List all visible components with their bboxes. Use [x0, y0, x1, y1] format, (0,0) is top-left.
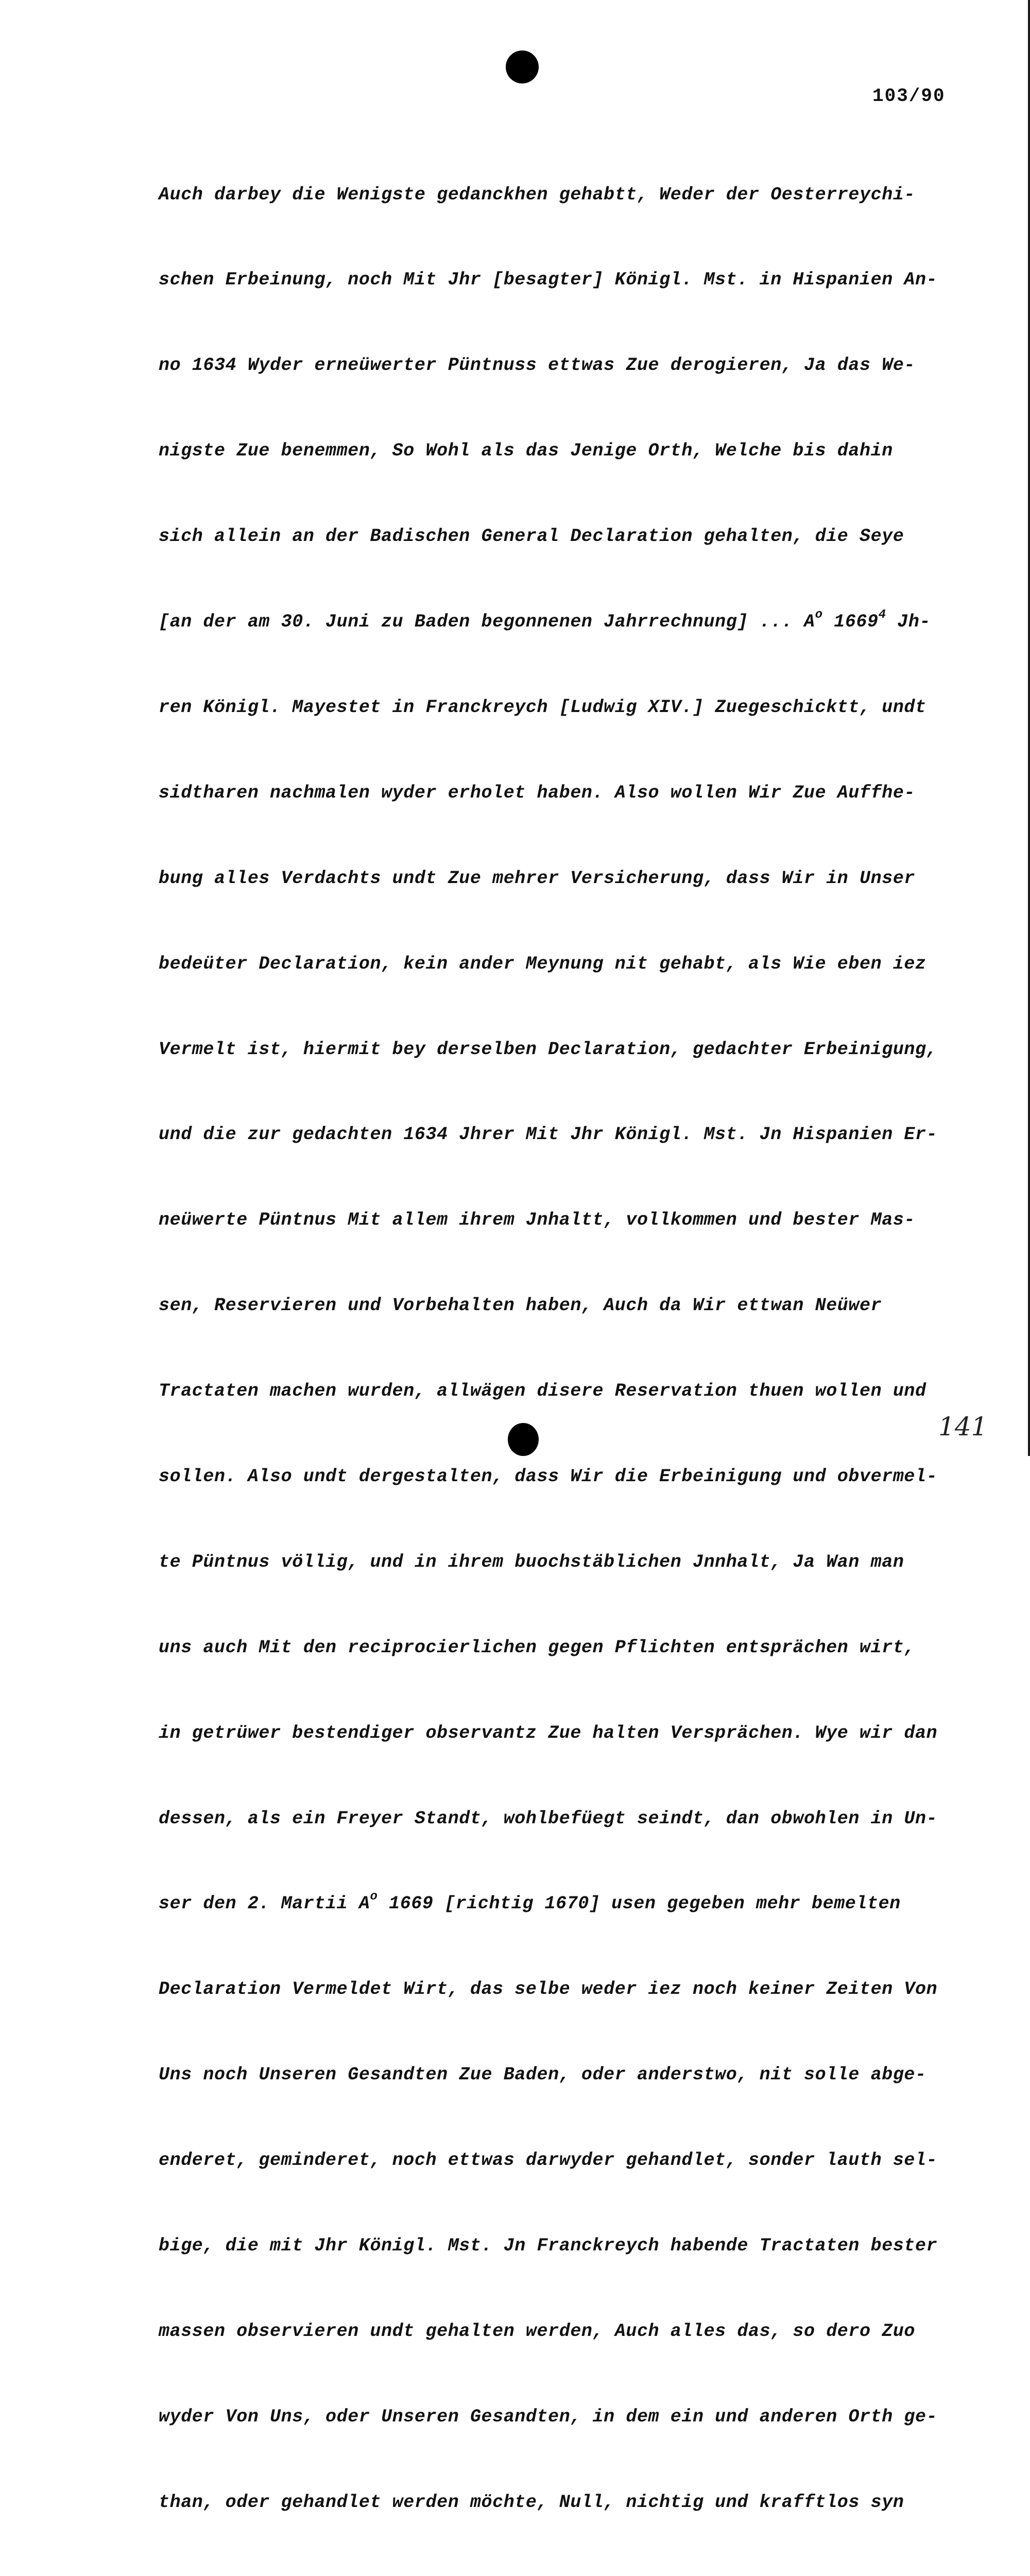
text-line: than, oder gehandlet werden möchte, Null, nichtig und krafftlos syn [159, 2492, 904, 2513]
text-line: sen, Reservieren und Vorbehalten haben, Auch da Wir ettwan Neüwer [159, 1295, 882, 1316]
text-line: enderet, geminderet, noch ettwas darwyder gehandlet, sonder lauth sel- [159, 2150, 938, 2171]
text-line: in getrüwer bestendiger observantz Zue halten Versprächen. Wye wir dan [159, 1722, 938, 1743]
text-line: Vermelt ist, hiermit bey derselben Declaration, gedachter Erbeinigung, [159, 1039, 938, 1060]
superscript: o [370, 1890, 378, 1904]
text-line: Uns noch Unseren Gesandten Zue Baden, oder anderstwo, nit solle abge- [159, 2064, 926, 2086]
text-line: uns auch Mit den reciprocierlichen gegen Pflichten entsprächen wirt, [159, 1637, 916, 1658]
punch-hole-bottom [508, 1423, 539, 1456]
text-line: Tractaten machen wurden, allwägen disere Reservation thuen wollen und [159, 1381, 926, 1402]
text-line: Declaration Vermeldet Wirt, das selbe weder iez noch keiner Zeiten Von [159, 1979, 938, 2000]
text-line [159, 608, 1030, 636]
text-line: bedeüter Declaration, kein ander Meynung nit gehabt, als Wie eben iez [159, 953, 926, 974]
text-line: bige, die mit Jhr Königl. Mst. Jn Franckreych habende Tractaten bester [159, 2235, 938, 2256]
text-line: Auch darbey die Wenigste gedanckhen gehabtt, Weder der Oesterreychi- [159, 184, 916, 205]
text-line: te Püntnus völlig, und in ihrem buochstäblichen Jnnhalt, Ja Wan man [159, 1551, 904, 1572]
text-segment: 1669 [richtig 1670] usen gegeben mehr bemelten [377, 1893, 901, 1914]
handwritten-page-number: 141 [938, 1412, 988, 1442]
text-segment: ser den 2. Martii A [159, 1893, 370, 1914]
text-line: sidtharen nachmalen wyder erholet haben. Also wollen Wir Zue Auffhe- [159, 782, 916, 803]
text-line: schen Erbeinung, noch Mit Jhr [besagter] Königl. Mst. in Hispanien An- [159, 269, 938, 291]
document-body [159, 124, 1030, 2576]
text-line: massen observieren undt gehalten werden, Auch alles das, so dero Zuo [159, 2320, 916, 2342]
text-line: und die zur gedachten 1634 Jhrer Mit Jhr Königl. Mst. Jn Hispanien Er- [159, 1124, 938, 1145]
text-line [159, 1890, 1030, 1918]
text-line: wyder Von Uns, oder Unseren Gesandten, in dem ein und anderen Orth ge- [159, 2406, 938, 2427]
text-line: dessen, als ein Freyer Standt, wohlbefüegt seindt, dan obwohlen in Un- [159, 1808, 938, 1829]
text-line: sich allein an der Badischen General Declaration gehalten, die Seye [159, 526, 904, 547]
text-segment: Jh- [886, 612, 931, 633]
footnote-marker: 4 [878, 608, 886, 622]
text-line [159, 2574, 1030, 2576]
text-line: sollen. Also undt dergestalten, dass Wir die Erbeinigung und obvermel- [159, 1466, 938, 1487]
page-number: 103/90 [872, 86, 946, 107]
text-line: nigste Zue benemmen, So Wohl als das Jenige Orth, Welche bis dahin [159, 440, 893, 462]
text-line: neüwerte Püntnus Mit allem ihrem Jnhaltt, vollkommen und bester Mas- [159, 1210, 916, 1231]
punch-hole-top [506, 50, 539, 83]
text-line: ren Königl. Mayestet in Franckreych [Ludwig XIV.] Zuegeschicktt, undt [159, 697, 926, 718]
text-segment: [an der am 30. Juni zu Baden begonnenen Jahrrechnung] ... A [159, 612, 815, 633]
text-line: no 1634 Wyder erneüwerter Püntnuss ettwas Zue derogieren, Ja das We- [159, 355, 916, 376]
text-line: bung alles Verdachts undt Zue mehrer Versicherung, dass Wir in Unser [159, 868, 916, 889]
text-segment: 1669 [822, 612, 879, 633]
superscript: o [815, 608, 823, 622]
